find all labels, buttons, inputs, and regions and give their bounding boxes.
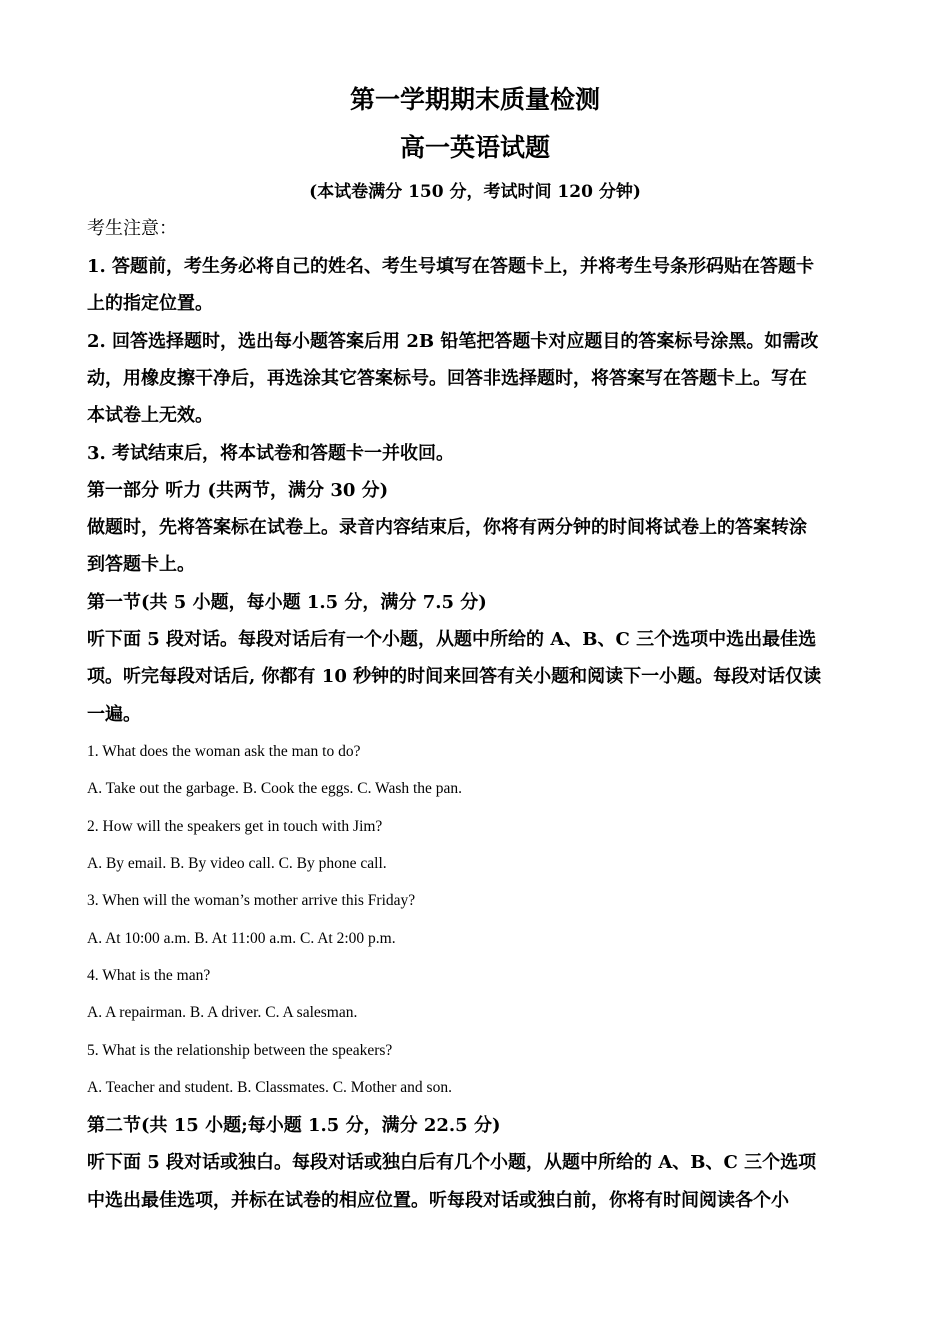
- question-2-options: A. By email. B. By video call. C. By phone call.: [87, 855, 387, 872]
- exam-title: 第一学期期末质量检测: [349, 85, 600, 114]
- notice-item-2-line-3: 本试卷上无效。: [87, 405, 213, 426]
- section1-intro-line-2: 项。听完每段对话后, 你都有 10 秒钟的时间来回答有关小题和阅读下一小题。每段对话仅读: [87, 666, 822, 687]
- notice-item-2-line-1: 2. 回答选择题时，选出每小题答案后用 2B 铅笔把答题卡对应题目的答案标号涂黑。如需改: [87, 331, 819, 352]
- notice-item-2-line-2: 动，用橡皮擦干净后，再选涂其它答案标号。回答非选择题时，将答案写在答题卡上。写在: [87, 368, 807, 389]
- notice-item-3-line-1: 3. 考试结束后，将本试卷和答题卡一并收回。: [87, 443, 455, 464]
- notice-item-1-line-1: 1. 答题前，考生务必将自己的姓名、考生号填写在答题卡上，并将考生号条形码贴在答题卡: [87, 256, 815, 277]
- question-4: 4. What is the man?: [87, 967, 211, 984]
- exam-subtitle: (本试卷满分 150 分，考试时间 120 分钟): [309, 182, 641, 202]
- question-5: 5. What is the relationship between the speakers?: [87, 1042, 393, 1059]
- section1-intro-line-3: 一遍。: [87, 704, 141, 725]
- section2-intro-line-1: 听下面 5 段对话或独白。每段对话或独白后有几个小题，从题中所给的 A、B、C 三个选项: [87, 1152, 817, 1173]
- question-4-options: A. A repairman. B. A driver. C. A salesman.: [87, 1004, 358, 1021]
- question-5-options: A. Teacher and student. B. Classmates. C. Mother and son.: [87, 1079, 452, 1096]
- part1-intro-line-1: 做题时，先将答案标在试卷上。录音内容结束后，你将有两分钟的时间将试卷上的答案转涂: [87, 517, 807, 538]
- section1-intro-line-1: 听下面 5 段对话。每段对话后有一个小题，从题中所给的 A、B、C 三个选项中选出最佳选: [87, 629, 817, 650]
- section1-heading: 第一节(共 5 小题，每小题 1.5 分，满分 7.5 分): [87, 592, 487, 613]
- question-2: 2. How will the speakers get in touch with Jim?: [87, 818, 383, 835]
- section2-heading: 第二节(共 15 小题;每小题 1.5 分，满分 22.5 分): [87, 1115, 501, 1136]
- question-3-options: A. At 10:00 a.m. B. At 11:00 a.m. C. At 2:00 p.m.: [87, 930, 396, 947]
- exam-subject-title: 高一英语试题: [399, 133, 550, 162]
- part1-intro-line-2: 到答题卡上。: [87, 554, 195, 575]
- section2-intro-line-2: 中选出最佳选项，并标在试卷的相应位置。听每段对话或独白前，你将有时间阅读各个小: [87, 1190, 789, 1211]
- part1-heading: 第一部分 听力 (共两节，满分 30 分): [87, 480, 389, 501]
- question-1: 1. What does the woman ask the man to do?: [87, 743, 361, 760]
- question-3: 3. When will the woman’s mother arrive this Friday?: [87, 892, 416, 909]
- question-1-options: A. Take out the garbage. B. Cook the eggs. C. Wash the pan.: [87, 780, 463, 797]
- notice-item-1-line-2: 上的指定位置。: [87, 293, 213, 314]
- notice-heading: 考生注意：: [87, 218, 177, 239]
